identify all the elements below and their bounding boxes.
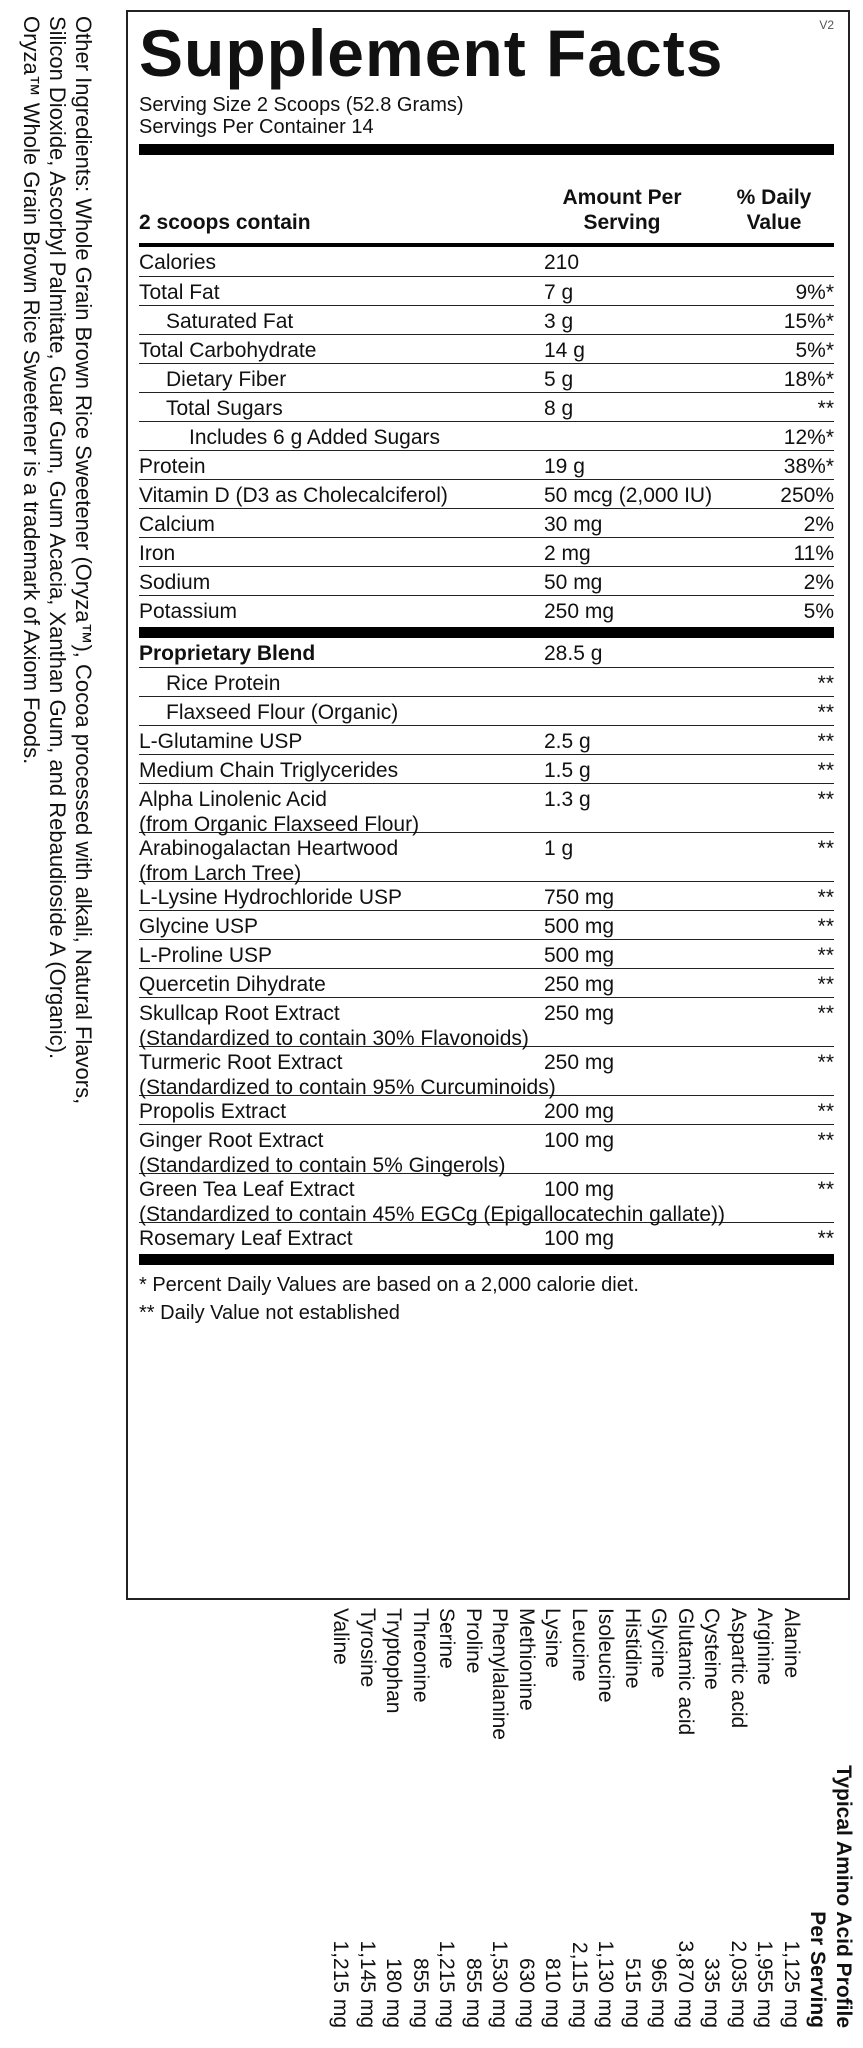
amino-title bbox=[804, 1608, 858, 2028]
blend-row bbox=[139, 939, 834, 968]
blend-note: (from Organic Flaxseed Flour) bbox=[139, 813, 420, 836]
blend-name: Medium Chain Triglycerides bbox=[139, 759, 399, 782]
blend-name: Turmeric Root Extract bbox=[139, 1051, 343, 1074]
blend-daily-value: ** bbox=[817, 944, 834, 967]
amino-amount: 1,955 mg bbox=[753, 1940, 777, 2028]
amino-list bbox=[327, 1608, 804, 2030]
blend-name: Green Tea Leaf Extract bbox=[139, 1178, 355, 1201]
nutrient-daily-value: 2% bbox=[803, 513, 834, 536]
amino-title-line2: Per Serving bbox=[806, 1911, 829, 2028]
amino-name: Tyrosine bbox=[356, 1608, 379, 1688]
blend-name: Rice Protein bbox=[166, 672, 281, 695]
nutrient-amount: 7 g bbox=[544, 281, 574, 304]
nutrient-row bbox=[139, 305, 834, 334]
amino-amount: 1,530 mg bbox=[488, 1940, 512, 2028]
nutrient-row bbox=[139, 363, 834, 392]
blend-row bbox=[139, 754, 834, 783]
blend-row bbox=[139, 881, 834, 910]
blend-daily-value: ** bbox=[817, 1002, 834, 1025]
nutrient-daily-value: 15%* bbox=[783, 310, 834, 333]
blend-row bbox=[139, 968, 834, 997]
nutrient-name: Iron bbox=[139, 542, 176, 565]
blend-name-cell bbox=[139, 885, 544, 910]
amino-amount: 2,035 mg bbox=[727, 1940, 750, 2028]
amino-name: Serine bbox=[435, 1608, 459, 1669]
blend-name: L-Proline USP bbox=[139, 944, 273, 967]
blend-daily-value: ** bbox=[817, 886, 834, 909]
blend-name: Skullcap Root Extract bbox=[139, 1002, 340, 1025]
blend-list bbox=[139, 638, 834, 1251]
blend-name-cell bbox=[139, 1001, 544, 1050]
blend-name-cell bbox=[139, 787, 544, 836]
blend-note: (Standardized to contain 5% Gingerols) bbox=[139, 1154, 506, 1177]
blend-note: (Standardized to contain 45% EGCg (Epigallocatechin gallate)) bbox=[139, 1203, 726, 1226]
blend-row bbox=[139, 997, 834, 1050]
amino-name: Isoleucine bbox=[594, 1608, 618, 1703]
blend-amount: 1.3 g bbox=[544, 788, 591, 811]
blend-daily-value: ** bbox=[817, 1100, 834, 1123]
amino-amount: 1,125 mg bbox=[780, 1940, 803, 2028]
nutrient-name: Total Carbohydrate bbox=[139, 339, 317, 362]
amino-row bbox=[566, 1608, 593, 2028]
blend-note: (from Larch Tree) bbox=[139, 862, 302, 885]
nutrient-daily-value: 250% bbox=[780, 484, 834, 507]
nutrient-amount: 5 g bbox=[544, 368, 574, 391]
nutrient-row bbox=[139, 595, 834, 624]
blend-daily-value: ** bbox=[817, 672, 834, 695]
blend-daily-value: ** bbox=[817, 1051, 834, 1074]
blend-amount: 2.5 g bbox=[544, 730, 591, 753]
amino-row bbox=[407, 1608, 434, 2028]
blend-daily-value: ** bbox=[817, 837, 834, 860]
blend-name: Ginger Root Extract bbox=[139, 1129, 324, 1152]
other-ingredients bbox=[0, 0, 110, 2048]
blend-name-cell bbox=[139, 1099, 544, 1124]
header-contain: 2 scoops contain bbox=[139, 211, 311, 234]
amino-amount: 3,870 mg bbox=[674, 1940, 697, 2028]
amino-row bbox=[513, 1608, 540, 2028]
blend-daily-value: ** bbox=[817, 915, 834, 938]
nutrient-row bbox=[139, 508, 834, 537]
servings-per-container: Servings Per Container 14 bbox=[139, 116, 374, 138]
blend-amount: 100 mg bbox=[544, 1227, 615, 1250]
blend-name-cell bbox=[139, 700, 544, 725]
blend-name: Flaxseed Flour (Organic) bbox=[166, 701, 399, 724]
amino-name: Threonine bbox=[409, 1608, 432, 1703]
blend-name-cell bbox=[139, 1128, 544, 1177]
blend-name-cell bbox=[139, 758, 544, 783]
blend-amount: 1 g bbox=[544, 837, 574, 860]
amino-name: Methionine bbox=[515, 1608, 538, 1711]
nutrient-name: Saturated Fat bbox=[166, 310, 294, 333]
amino-row bbox=[778, 1608, 805, 2028]
nutrient-row bbox=[139, 421, 834, 450]
amino-amount: 855 mg bbox=[409, 1957, 432, 2028]
nutrient-name: Includes 6 g Added Sugars bbox=[189, 426, 441, 449]
amino-amount: 335 mg bbox=[700, 1957, 724, 2028]
nutrient-row bbox=[139, 450, 834, 479]
amino-amount: 965 mg bbox=[647, 1957, 671, 2028]
blend-name-cell bbox=[139, 914, 544, 939]
amino-row bbox=[751, 1608, 778, 2028]
amino-amount: 1,145 mg bbox=[356, 1940, 379, 2028]
nutrient-name: Total Sugars bbox=[166, 397, 283, 420]
blend-daily-value: ** bbox=[817, 1227, 834, 1250]
amino-row bbox=[433, 1608, 460, 2028]
amino-amount: 515 mg bbox=[621, 1957, 644, 2028]
blend-amount: 200 mg bbox=[544, 1100, 615, 1123]
amino-name: Aspartic acid bbox=[727, 1608, 750, 1729]
amino-name: Tryptophan bbox=[382, 1608, 406, 1714]
amino-amount: 630 mg bbox=[515, 1957, 538, 2028]
amino-row bbox=[725, 1608, 752, 2028]
nutrient-amount: 250 mg bbox=[544, 600, 615, 623]
blend-amount: 250 mg bbox=[544, 1002, 615, 1025]
version-label: V2 bbox=[819, 18, 834, 32]
amino-row bbox=[592, 1608, 619, 2028]
nutrient-name: Vitamin D (D3 as Cholecalciferol) bbox=[139, 484, 448, 507]
amino-name: Alanine bbox=[780, 1608, 803, 1679]
blend-row bbox=[139, 783, 834, 836]
footnote-dv: * Percent Daily Values are based on a 2,000 calorie diet. bbox=[139, 1274, 639, 1296]
amino-row bbox=[327, 1608, 354, 2028]
amino-title-line1: Typical Amino Acid Profile bbox=[832, 1765, 855, 2028]
blend-row bbox=[139, 1173, 834, 1226]
nutrient-amount: 2 mg bbox=[544, 542, 591, 565]
blend-name: Rosemary Leaf Extract bbox=[139, 1227, 353, 1250]
blend-amount: 100 mg bbox=[544, 1178, 615, 1201]
amino-amount: 1,215 mg bbox=[329, 1940, 353, 2028]
nutrient-row bbox=[139, 334, 834, 363]
nutrient-row bbox=[139, 392, 834, 421]
blend-daily-value: ** bbox=[817, 730, 834, 753]
blend-name-cell bbox=[139, 972, 544, 997]
nutrient-daily-value: 38%* bbox=[783, 455, 834, 478]
nutrient-amount: 210 bbox=[544, 251, 580, 274]
serving-size: Serving Size 2 Scoops (52.8 Grams) bbox=[139, 94, 464, 116]
blend-row bbox=[139, 667, 834, 696]
blend-note: (Standardized to contain 30% Flavonoids) bbox=[139, 1027, 529, 1050]
blend-name-cell bbox=[139, 1226, 544, 1251]
amino-acid-profile bbox=[138, 1608, 858, 2030]
nutrient-name: Sodium bbox=[139, 571, 211, 594]
amino-name: Lysine bbox=[541, 1608, 565, 1668]
blend-amount bbox=[544, 671, 734, 696]
blend-name: L-Glutamine USP bbox=[139, 730, 303, 753]
blend-amount: 100 mg bbox=[544, 1129, 615, 1152]
table-header bbox=[139, 155, 834, 243]
blend-name-cell bbox=[139, 671, 544, 696]
blend-row bbox=[139, 696, 834, 725]
blend-daily-value: ** bbox=[817, 1178, 834, 1201]
blend-daily-value: ** bbox=[817, 973, 834, 996]
thick-divider bbox=[139, 627, 834, 638]
amino-name: Glutamic acid bbox=[674, 1608, 697, 1736]
amino-name: Phenylalanine bbox=[488, 1608, 512, 1740]
amino-amount: 810 mg bbox=[541, 1957, 565, 2028]
nutrient-daily-value: 9%* bbox=[795, 281, 834, 304]
amino-name: Cysteine bbox=[700, 1608, 724, 1690]
other-ingredients-line: Other Ingredients: Whole Grain Brown Rice Sweetener (Oryza™), Cocoa processed with alkali, Natural Flavors, bbox=[71, 16, 96, 1105]
blend-row bbox=[139, 832, 834, 885]
nutrient-daily-value bbox=[734, 250, 834, 276]
blend-name-cell bbox=[139, 1050, 556, 1099]
nutrient-name: Calories bbox=[139, 251, 217, 274]
blend-daily-value bbox=[734, 641, 834, 667]
footnote-not-established: ** Daily Value not established bbox=[139, 1302, 400, 1324]
amino-name: Histidine bbox=[621, 1608, 644, 1689]
nutrient-name: Potassium bbox=[139, 600, 238, 623]
amino-amount: 1,215 mg bbox=[435, 1940, 459, 2028]
nutrient-amount: 30 mg bbox=[544, 513, 603, 536]
blend-row bbox=[139, 1046, 834, 1099]
nutrient-name: Total Fat bbox=[139, 281, 220, 304]
blend-name: Arabinogalactan Heartwood bbox=[139, 837, 399, 860]
amino-row bbox=[486, 1608, 513, 2028]
nutrient-amount: 14 g bbox=[544, 339, 585, 362]
nutrient-daily-value: 5%* bbox=[795, 339, 834, 362]
blend-name-cell bbox=[139, 943, 544, 968]
nutrient-name: Dietary Fiber bbox=[166, 368, 287, 391]
nutrient-name: Calcium bbox=[139, 513, 215, 536]
blend-name-cell bbox=[139, 836, 544, 885]
thick-divider bbox=[139, 1254, 834, 1265]
amino-row bbox=[460, 1608, 487, 2028]
blend-name: L-Lysine Hydrochloride USP bbox=[139, 886, 403, 909]
amino-row bbox=[645, 1608, 672, 2028]
amino-amount: 855 mg bbox=[462, 1957, 485, 2028]
nutrient-row bbox=[139, 537, 834, 566]
blend-amount: 750 mg bbox=[544, 886, 615, 909]
blend-row bbox=[139, 1124, 834, 1177]
nutrient-daily-value: 12%* bbox=[783, 426, 834, 449]
nutrient-row bbox=[139, 566, 834, 595]
nutrient-row bbox=[139, 276, 834, 305]
header-amount: Amount Per Serving bbox=[562, 186, 682, 234]
amino-name: Leucine bbox=[568, 1608, 591, 1682]
blend-amount: 250 mg bbox=[544, 973, 615, 996]
nutrient-amount: 50 mcg (2,000 IU) bbox=[544, 484, 713, 507]
nutrient-daily-value: 11% bbox=[793, 542, 834, 565]
blend-row bbox=[139, 638, 834, 667]
nutrient-name: Protein bbox=[139, 455, 206, 478]
blend-row bbox=[139, 725, 834, 754]
nutrient-amount: 19 g bbox=[544, 455, 585, 478]
blend-name-cell bbox=[139, 729, 544, 754]
other-ingredients-line: Silicon Dioxide, Ascorbyl Palmitate, Guar Gum, Gum Acacia, Xanthan Gum, and Rebaudioside A (Organic). bbox=[45, 16, 70, 1060]
supplement-facts-panel bbox=[126, 10, 850, 1600]
blend-daily-value: ** bbox=[817, 788, 834, 811]
blend-amount: 500 mg bbox=[544, 915, 615, 938]
blend-amount: 28.5 g bbox=[544, 642, 603, 665]
facts-title: Supplement Facts bbox=[139, 16, 724, 90]
amino-row bbox=[539, 1608, 566, 2028]
blend-amount: 500 mg bbox=[544, 944, 615, 967]
blend-row bbox=[139, 910, 834, 939]
thick-divider bbox=[139, 144, 834, 155]
header-daily-value: % Daily Value bbox=[736, 186, 812, 234]
amino-row bbox=[619, 1608, 646, 2028]
amino-amount: 1,130 mg bbox=[594, 1940, 618, 2028]
blend-amount: 250 mg bbox=[544, 1051, 615, 1074]
blend-row bbox=[139, 1222, 834, 1251]
nutrient-list bbox=[139, 247, 834, 624]
footnotes bbox=[139, 1265, 834, 1327]
blend-name: Proprietary Blend bbox=[139, 642, 316, 665]
amino-name: Valine bbox=[329, 1608, 353, 1665]
nutrient-amount: 3 g bbox=[544, 310, 574, 333]
nutrient-row bbox=[139, 247, 834, 276]
amino-name: Glycine bbox=[647, 1608, 671, 1679]
amino-amount: 2,115 mg bbox=[568, 1942, 591, 2028]
nutrient-daily-value: 18%* bbox=[783, 368, 834, 391]
blend-note: (Standardized to contain 95% Curcuminoids) bbox=[139, 1076, 556, 1099]
blend-name-cell bbox=[139, 641, 544, 667]
amino-row bbox=[672, 1608, 699, 2028]
amino-amount: 180 mg bbox=[382, 1957, 406, 2028]
amino-row bbox=[380, 1608, 407, 2028]
blend-name: Propolis Extract bbox=[139, 1100, 287, 1123]
blend-name: Alpha Linolenic Acid bbox=[139, 788, 327, 811]
blend-amount bbox=[544, 700, 734, 725]
amino-name: Proline bbox=[462, 1608, 485, 1674]
amino-name: Arginine bbox=[753, 1608, 777, 1686]
nutrient-daily-value: 5% bbox=[803, 600, 834, 623]
blend-daily-value: ** bbox=[817, 1129, 834, 1152]
amino-row bbox=[698, 1608, 725, 2028]
nutrient-amount bbox=[544, 425, 734, 450]
other-ingredients-line: Oryza™ Whole Grain Brown Rice Sweetener is a trademark of Axiom Foods. bbox=[19, 16, 44, 765]
blend-amount: 1.5 g bbox=[544, 759, 591, 782]
blend-name: Quercetin Dihydrate bbox=[139, 973, 326, 996]
nutrient-daily-value: ** bbox=[817, 397, 834, 420]
blend-daily-value: ** bbox=[817, 759, 834, 782]
blend-row bbox=[139, 1095, 834, 1124]
nutrient-amount: 50 mg bbox=[544, 571, 603, 594]
blend-daily-value: ** bbox=[817, 701, 834, 724]
amino-row bbox=[354, 1608, 381, 2028]
nutrient-amount: 8 g bbox=[544, 397, 574, 420]
nutrient-daily-value: 2% bbox=[803, 571, 834, 594]
blend-name: Glycine USP bbox=[139, 915, 259, 938]
nutrient-row bbox=[139, 479, 834, 508]
